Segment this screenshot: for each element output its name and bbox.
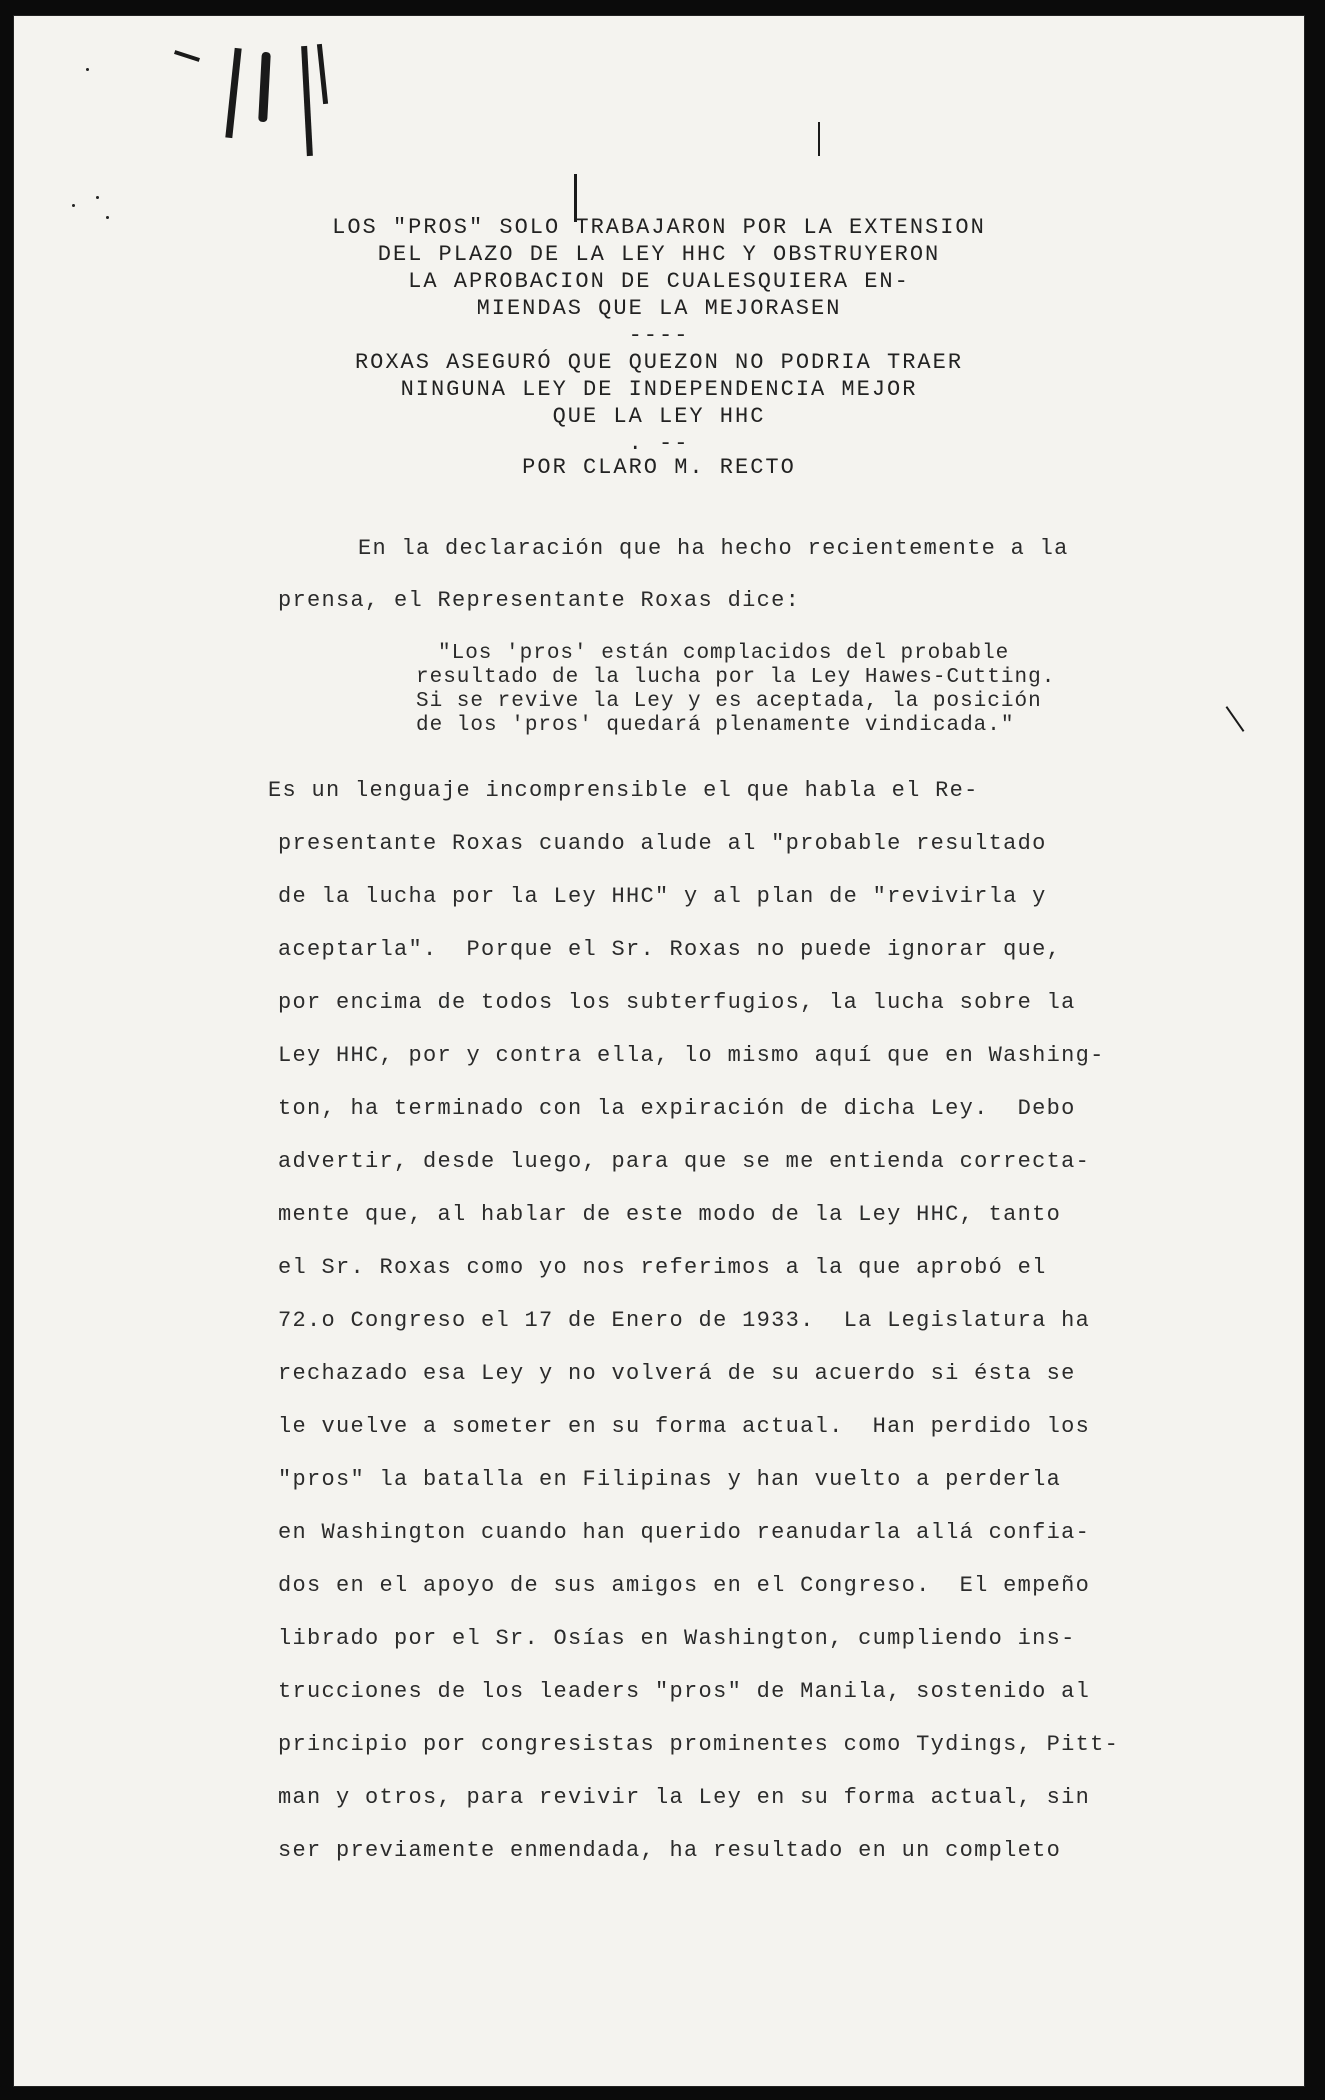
text-line: le vuelve a someter en su forma actual. Han perdido los: [278, 1414, 1091, 1439]
text-line: 72.o Congreso el 17 de Enero de 1933. La Legislatura ha: [278, 1308, 1091, 1333]
text-line: aceptarla". Porque el Sr. Roxas no puede ignorar que,: [278, 937, 1062, 962]
text-line: presentante Roxas cuando alude al "probable resultado: [278, 831, 1047, 856]
text-line: prensa, el Representante Roxas dice:: [278, 588, 801, 613]
text-line: ser previamente enmendada, ha resultado en un completo: [278, 1838, 1062, 1863]
headline-line: MIENDAS QUE LA MEJORASEN: [476, 296, 842, 321]
quote-line: Si se revive la Ley y es aceptada, la posición: [416, 690, 1042, 713]
text-line: dos en el apoyo de sus amigos en el Congreso. El empeño: [278, 1573, 1091, 1598]
text-line: el Sr. Roxas como yo nos referimos a la que aprobó el: [278, 1255, 1047, 1280]
document-page: [14, 16, 1304, 2086]
text-line: rechazado esa Ley y no volverá de su acuerdo si ésta se: [278, 1361, 1076, 1386]
separator: . --: [628, 431, 690, 456]
ink-mark: [818, 122, 820, 156]
ink-mark: [301, 46, 313, 156]
quote-line: resultado de la lucha por la Ley Hawes-Cutting.: [416, 666, 1056, 689]
speck: [72, 204, 75, 207]
ink-mark: [174, 50, 200, 62]
quote-line: "Los 'pros' están complacidos del probable: [438, 642, 1010, 665]
text-line: trucciones de los leaders "pros" de Manila, sostenido al: [278, 1679, 1091, 1704]
text-line: de la lucha por la Ley HHC" y al plan de "revivirla y: [278, 884, 1047, 909]
text-line: Ley HHC, por y contra ella, lo mismo aquí que en Washing-: [278, 1043, 1105, 1068]
block-quote: [416, 642, 1116, 738]
text-line: principio por congresistas prominentes como Tydings, Pitt-: [278, 1732, 1120, 1757]
text-line: librado por el Sr. Osías en Washington, cumpliendo ins-: [278, 1626, 1076, 1651]
text-line: En la declaración que ha hecho recientemente a la: [358, 536, 1069, 561]
subheadline-line: QUE LA LEY HHC: [552, 404, 766, 429]
text-line: en Washington cuando han querido reanudarla allá confia-: [278, 1520, 1091, 1545]
text-line: man y otros, para revivir la Ley en su forma actual, sin: [278, 1785, 1091, 1810]
ink-mark: [258, 52, 271, 122]
subheadline-line: ROXAS ASEGURÓ QUE QUEZON NO PODRIA TRAER: [354, 350, 964, 375]
subheadline-line: NINGUNA LEY DE INDEPENDENCIA MEJOR: [400, 377, 918, 402]
byline: POR CLARO M. RECTO: [522, 455, 796, 480]
ink-mark: [317, 44, 328, 104]
quote-line: de los 'pros' quedará plenamente vindicada.": [416, 714, 1015, 737]
headline-line: DEL PLAZO DE LA LEY HHC Y OBSTRUYERON: [377, 242, 941, 267]
ink-mark: [225, 48, 241, 138]
headline: [14, 214, 1304, 457]
text-line: advertir, desde luego, para que se me entienda correcta-: [278, 1149, 1091, 1174]
text-line: por encima de todos los subterfugios, la lucha sobre la: [278, 990, 1076, 1015]
speck: [96, 196, 99, 199]
headline-line: LA APROBACION DE CUALESQUIERA EN-: [408, 269, 910, 294]
separator: ----: [628, 323, 690, 348]
ink-mark: [1226, 706, 1245, 732]
text-line: mente que, al hablar de este modo de la Ley HHC, tanto: [278, 1202, 1062, 1227]
text-line: "pros" la batalla en Filipinas y han vuelto a perderla: [278, 1467, 1062, 1492]
headline-line: LOS "PROS" SOLO TRABAJARON POR LA EXTENSION: [332, 215, 986, 240]
speck: [86, 68, 89, 71]
text-line: ton, ha terminado con la expiración de dicha Ley. Debo: [278, 1096, 1076, 1121]
text-line: Es un lenguaje incomprensible el que habla el Re-: [268, 778, 979, 803]
